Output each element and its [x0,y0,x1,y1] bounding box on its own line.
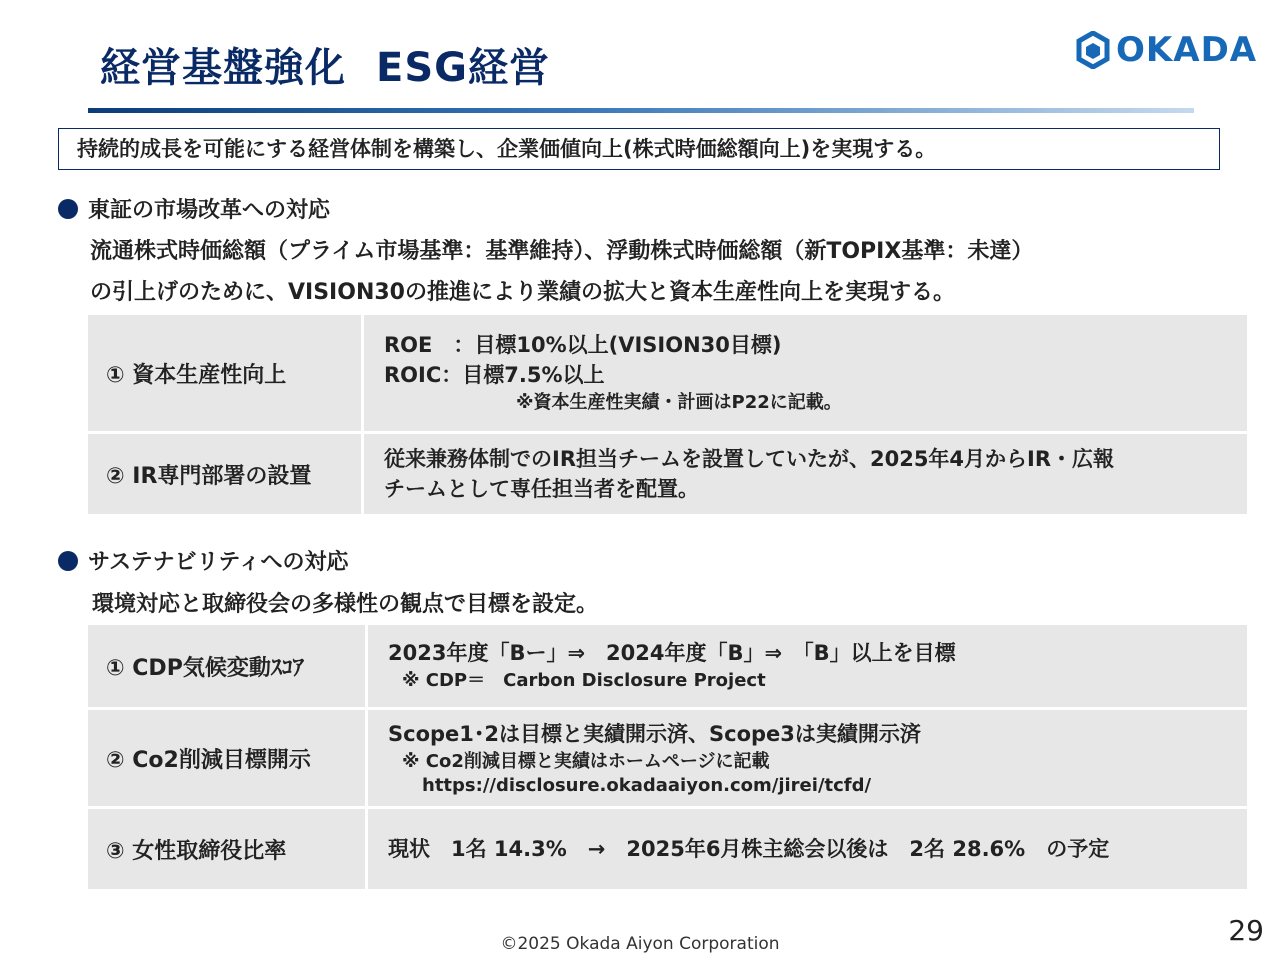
copyright-footer: ©2025 Okada Aiyon Corporation [500,934,780,954]
row-content [364,434,1247,514]
row-label: ① CDP気候変動ｽｺｱ [88,625,368,707]
co2-note: ※ Co2削減目標と実績はホームページに記載 [402,751,770,772]
market-reform-table [88,312,1247,517]
scope-disclosure-line: Scope1･2は目標と実績開示済、Scope3は実績開示済 [388,722,921,746]
title-divider [88,108,1194,113]
table-row [88,434,1247,514]
female-director-status: 現状 1名 14.3% → 2025年6月株主総会以後は 2名 28.6% の予定 [388,837,1110,861]
row-content [368,809,1247,889]
section1-heading-text: 東証の市場改革への対応 [88,198,331,223]
page-title [100,36,550,93]
section2-intro: 環境対応と取締役会の多様性の観点で目標を設定。 [92,592,599,617]
bullet-dot-icon [58,551,78,571]
page-number: 29 [1228,914,1264,947]
section2-heading-text: サステナビリティへの対応 [88,550,349,575]
row-content [368,710,1247,806]
roic-target: ROIC：目標7.5%以上 [384,363,605,387]
tcfd-url-link[interactable]: https://disclosure.okadaaiyon.com/jirei/tcfd/ [422,775,872,796]
title-main: 経営基盤強化 [100,45,346,91]
section2-heading [58,545,348,576]
roe-target: ROE ：目標10%以上(VISION30目標) [384,333,782,357]
table-row [88,809,1247,889]
row-label: ② IR専門部署の設置 [88,434,364,514]
table-row [88,710,1247,806]
mission-statement: 持続的成長を可能にする経営体制を構築し、企業価値向上(株式時価総額向上)を実現する。 [58,128,1220,170]
cdp-note: ※ CDP＝ Carbon Disclosure Project [402,670,766,691]
section1-line-1: 流通株式時価総額（プライム市場基準：基準維持）、浮動株式時価総額（新TOPIX基準：未達） [90,239,1034,264]
row-content [364,315,1247,431]
section1-line-2: の引上げのために、VISION30の推進により業績の拡大と資本生産性向上を実現する。 [90,280,955,305]
section1-heading [58,193,330,224]
company-logo [1076,30,1257,70]
ir-line-1: 従来兼務体制でのIR担当チームを設置していたが、2025年4月からIR・広報 [384,447,1115,471]
capital-productivity-note: ※資本生産性実績・計画はP22に記載。 [516,392,842,413]
row-label: ③ 女性取締役比率 [88,809,368,889]
logo-wordmark: OKADA [1116,30,1258,70]
ir-line-2: チームとして専任担当者を配置。 [384,477,699,501]
row-label: ① 資本生産性向上 [88,315,364,431]
cube-logo-icon [1076,31,1110,69]
row-label: ② Co2削減目標開示 [88,710,368,806]
bullet-dot-icon [58,199,78,219]
table-row [88,625,1247,707]
sustainability-table [88,622,1247,892]
title-sub: ESG経営 [376,45,550,91]
row-content [368,625,1247,707]
cdp-score-line: 2023年度「Bー」⇒ 2024年度「B」⇒ 「B」以上を目標 [388,641,956,665]
table-row [88,315,1247,431]
